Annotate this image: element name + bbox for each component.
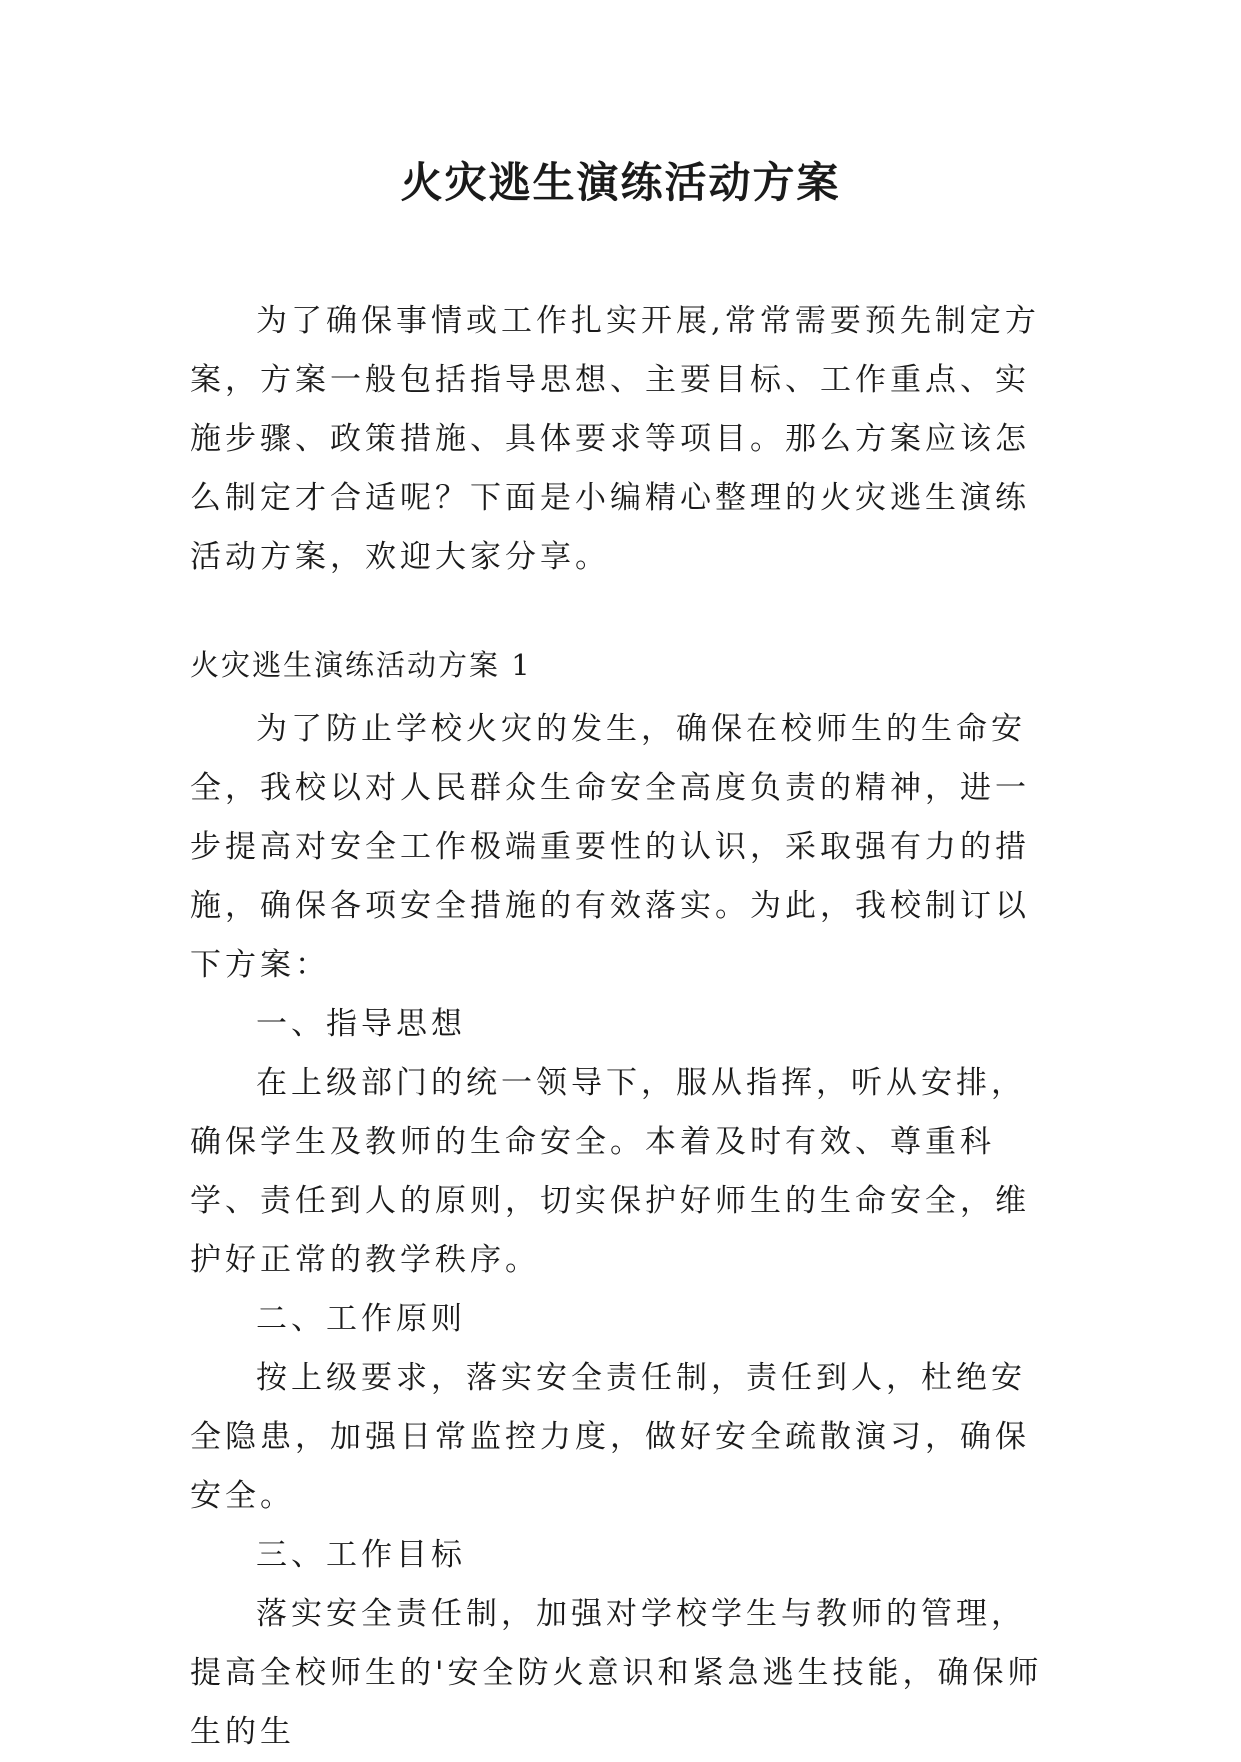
paragraph-work-goals: 落实安全责任制，加强对学校学生与教师的管理，提高全校师生的'安全防火意识和紧急逃生技能，确保师生的生 [190,1596,1043,1750]
paragraph-guiding-ideology: 在上级部门的统一领导下，服从指挥，听从安排，确保学生及教师的生命安全。本着及时有效、尊重科学、责任到人的原则，切实保护好师生的生命安全，维护好正常的教学秩序。 [190,1065,1030,1278]
section-content [190,700,1060,1762]
heading-work-principles: 二、工作原则 [256,1301,466,1337]
paragraph-purpose: 为了防止学校火灾的发生，确保在校师生的生命安全，我校以对人民群众生命安全高度负责的精神，进一步提高对安全工作极端重要性的认识，采取强有力的措施，确保各项安全措施的有效落实。为此，我校制订以下方案： [190,711,1030,983]
intro-paragraph: 为了确保事情或工作扎实开展,常常需要预先制定方案，方案一般包括指导思想、主要目标、工作重点、实施步骤、政策措施、具体要求等项目。那么方案应该怎么制定才合适呢？下面是小编精心整理的火灾逃生演练活动方案，欢迎大家分享。 [190,303,1040,575]
heading-guiding-ideology: 一、指导思想 [256,1006,466,1042]
paragraph-work-principles: 按上级要求，落实安全责任制，责任到人，杜绝安全隐患，加强日常监控力度，做好安全疏散演习，确保安全。 [190,1360,1030,1514]
heading-work-goals: 三、工作目标 [256,1537,466,1573]
document-title: 火灾逃生演练活动方案 [400,158,841,207]
section-title: 火灾逃生演练活动方案 1 [190,648,532,682]
